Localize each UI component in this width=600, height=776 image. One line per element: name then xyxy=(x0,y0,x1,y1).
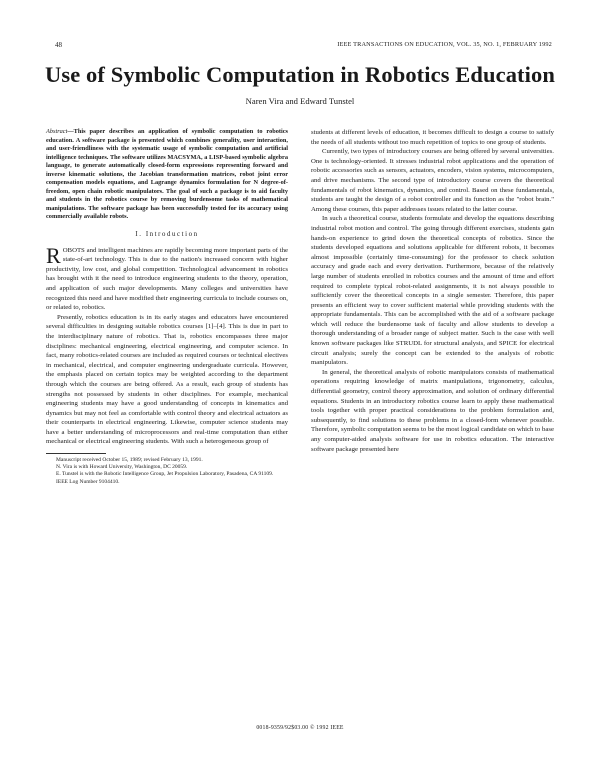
intro-paragraph-1-text: OBOTS and intelligent machines are rapidly becoming more important parts of the state-of-art technology. This is due to the nation's increased concern with higher productivity, low cost, and global competition. Technological advancement in robotics has brought with it the need to introduce engineering students to the theory, operation, and application of such major developments. Many colleges and universities have recognized this need and have modified their engineering curricula to include courses on, or related to, robotics. xyxy=(46,246,288,312)
footnote-log-number: IEEE Log Number 9104410. xyxy=(56,478,120,485)
running-head: IEEE TRANSACTIONS ON EDUCATION, VOL. 35, NO. 1, FEBRUARY 1992 xyxy=(337,41,552,48)
paper-title: Use of Symbolic Computation in Robotics Education xyxy=(45,62,555,87)
paper-authors: Naren Vira and Edward Tunstel xyxy=(245,96,355,106)
intro-paragraph-2: Presently, robotics education is in its early stages and educators have encountered several difficulties in designing suitable robotics courses [1]–[4]. This is due in part to the interdisciplinary nature of robotics. That is, robotics encompasses three major disciplines: mechanical engineering, electrical engineering, and computer science. In fact, many robotics-related courses are included as required courses or technical electives in mechanical, electrical, and computer engineering undergraduate curricula. However, the emphasis placed on certain topics may be weighted according to the department through which the courses are being offered. As a result, each group of students has strengths not possessed by students in other disciplines. For example, mechanical engineering students may have a good understanding of concepts in kinematics and dynamics but may not feel as comfortable with control theory and electrical actuators as their counterparts in electrical engineering. Likewise, computer science students may have a better understanding of microprocessors and real-time computation than either mechanical or electrical engineering students. With such a heterogeneous group of xyxy=(46,313,288,446)
right-paragraph-3: In general, the theoretical analysis of robotic manipulators consists of mathematical operations requiring knowledge of matrix manipulations, trigonometry, calculus, differential geometry, control theory approximation, and solution of ordinary differential equations. Students in an introductory robotics course learn to apply these mathematical tools together with proper practical considerations to the problem formulation and, subsequently, to find solutions to these problems in a closed-form whenever possible. Therefore, symbolic computation seems to be the most logical candidate on which to base any computer-aided analysis software for use in robotics education. The interactive software package presented here xyxy=(311,368,554,453)
footnote-author-tunstel: E. Tunstel is with the Robotic Intelligence Group, Jet Propulsion Laboratory, Pasadena, CA 91109. xyxy=(56,471,274,478)
right-paragraph-continued: students at different levels of education, it becomes difficult to design a course to satisfy the needs of all students without too much repetition of topics to one group of students. xyxy=(311,129,554,146)
abstract xyxy=(46,128,288,222)
right-paragraph-1: Currently, two types of introductory courses are being offered by several universities. One is technology-oriented. It stresses industrial robot applications and the operation of robotic accessories such as sensors, actuators, encoders, vision systems, microcomputers, and drive mechanisms. The second type of introductory course covers the theoretical fundamentals of robot kinematics, dynamics, and control. Based on these fundamentals, students are taught the design of a robot controller and its function as the "robot brain." Among these courses, this paper addresses issues related to the latter course. xyxy=(311,148,554,213)
left-column xyxy=(46,128,288,486)
copyright-footer: 0018-9359/92$03.00 © 1992 IEEE xyxy=(256,725,344,731)
footnotes xyxy=(46,457,288,486)
intro-paragraph-1 xyxy=(46,242,288,313)
footnote-author-vira: N. Vira is with Howard University, Washington, DC 20059. xyxy=(56,464,188,471)
page-number: 48 xyxy=(55,41,62,49)
right-paragraph-2: In such a theoretical course, students formulate and develop the equations describing industrial robot motion and control. The going through different exercises, students gain hands-on experience to grind down the theoretical concepts of robotics. Since the students developed equations and solutions applicable for different robots, it becomes almost impossible (certainly time-consuming) for the professor to check solution accuracy and grade each and every derivation. Furthermore, because of the relatively large number of students enrolled in robotics courses and the amount of time and effort required to complete typical robot-related assignments, it is not always possible to sufficiently cover the theoretical concepts in a single semester. Therefore, this paper presents an efficient way to cover sufficient material while providing students with the appropriate fundamentals. This can be accomplished with the aid of a software package which will reduce the burdensome task of faculty and allow students to develop a thorough understanding of a broader range of subject matter. Such is the case with well known software packages like STRUDL for structural analysis, and SPICE for electrical circuit analysis; surely the concept can be extended to the analysis of robotic manipulators. xyxy=(311,215,554,367)
section-heading-introduction: I. Introduction xyxy=(135,231,199,239)
right-column xyxy=(311,128,554,454)
footnote-rule xyxy=(46,453,106,454)
abstract-label: Abstract xyxy=(46,128,68,135)
drop-cap: R xyxy=(46,242,61,268)
footnote-manuscript: Manuscript received October 15, 1989; revised February 13, 1991. xyxy=(56,457,203,464)
abstract-text: —This paper describes an application of symbolic computation to robotics education. A software package is presented which combines generality, user interaction, and user-friendliness with the systematic usage of symbolic computation and artificial intelligence techniques. The software utilizes MACSYMA, a LISP-based symbolic algebra language, to generate automatically closed-form expressions representing forward and inverse kinematic solutions, the Jacobian transformation matrices, robot joint error compensation models equations, and Lagrange dynamics formulation for N degree-of-freedom, open chain robotic manipulators. The goal of such a package is to aid faculty and students in the robotics course by removing burdensome tasks of mathematical manipulations. The software package has been successfully tested for its accuracy using commercially available robots. xyxy=(46,128,288,221)
